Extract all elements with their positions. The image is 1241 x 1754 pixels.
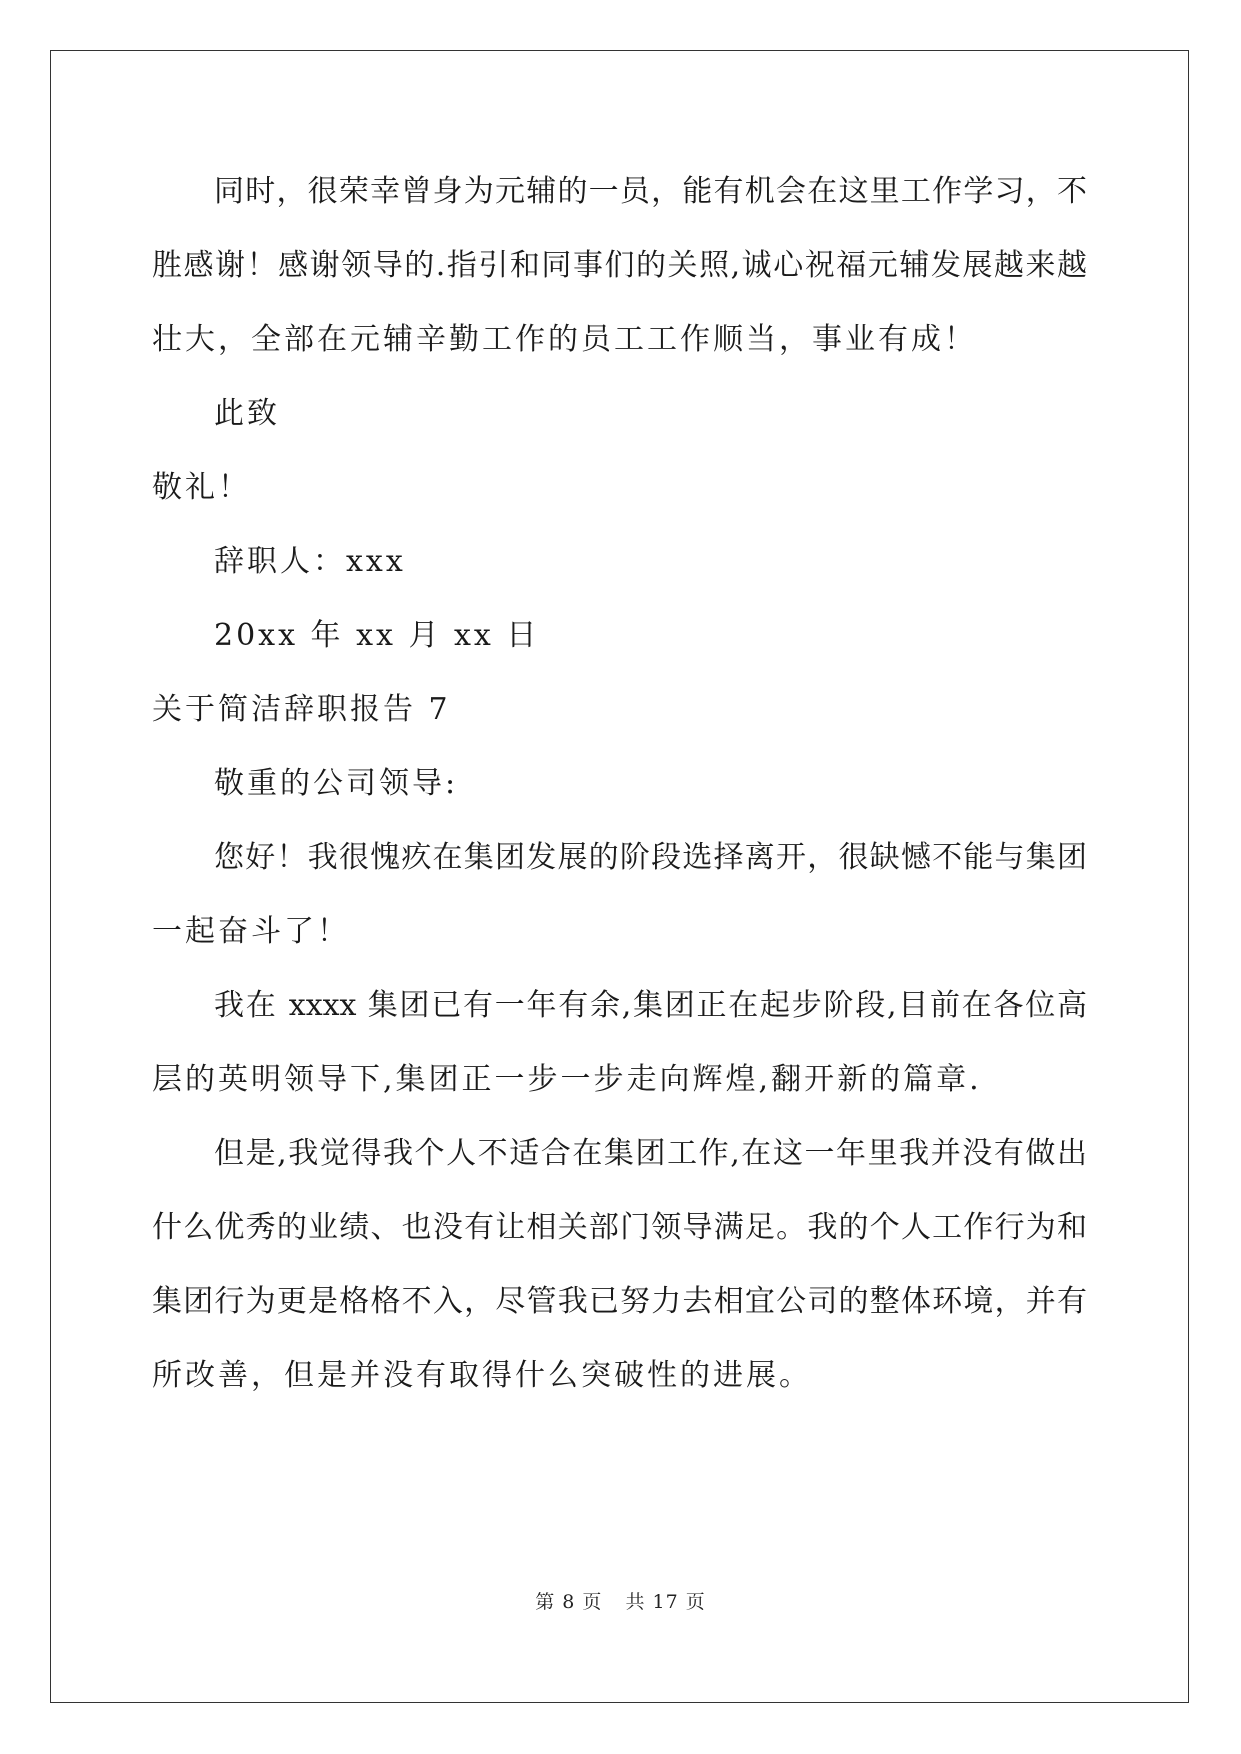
letter-greeting: 敬重的公司领导: [214,766,459,801]
paragraph-line: 您好！我很愧疚在集团发展的阶段选择离开，很缺憾不能与集团 [214,840,1087,875]
signature-name: 辞职人：xxx [214,544,406,579]
paragraph-line: 但是,我觉得我个人不适合在集团工作,在这一年里我并没有做出 [214,1136,1087,1171]
paragraph-line: 我在 xxxx 集团已有一年有余,集团正在起步阶段,目前在各位高 [214,988,1087,1023]
closing-regards: 敬礼！ [152,470,251,505]
signature-date: 20xx 年 xx 月 xx 日 [214,618,540,653]
closing-salutation: 此致 [214,396,280,431]
section-heading: 关于简洁辞职报告 7 [152,692,451,727]
paragraph-line: 胜感谢！感谢领导的.指引和同事们的关照,诚心祝福元辅发展越来越 [152,248,1087,283]
paragraph-line: 同时，很荣幸曾身为元辅的一员，能有机会在这里工作学习，不 [214,174,1087,209]
paragraph-line: 什么优秀的业绩、也没有让相关部门领导满足。我的个人工作行为和 [152,1210,1087,1245]
paragraph-line: 所改善，但是并没有取得什么突破性的进展。 [152,1358,812,1393]
page-total: 共 17 页 [625,1591,706,1613]
page-footer [0,1590,1241,1614]
paragraph-line: 一起奋斗了！ [152,914,350,949]
paragraph-line: 壮大，全部在元辅辛勤工作的员工工作顺当，事业有成！ [152,322,977,357]
page-frame [50,50,1189,1703]
page-number: 第 8 页 [535,1591,603,1613]
paragraph-line: 层的英明领导下,集团正一步一步走向辉煌,翻开新的篇章. [152,1062,982,1097]
paragraph-line: 集团行为更是格格不入，尽管我已努力去相宜公司的整体环境，并有 [152,1284,1087,1319]
